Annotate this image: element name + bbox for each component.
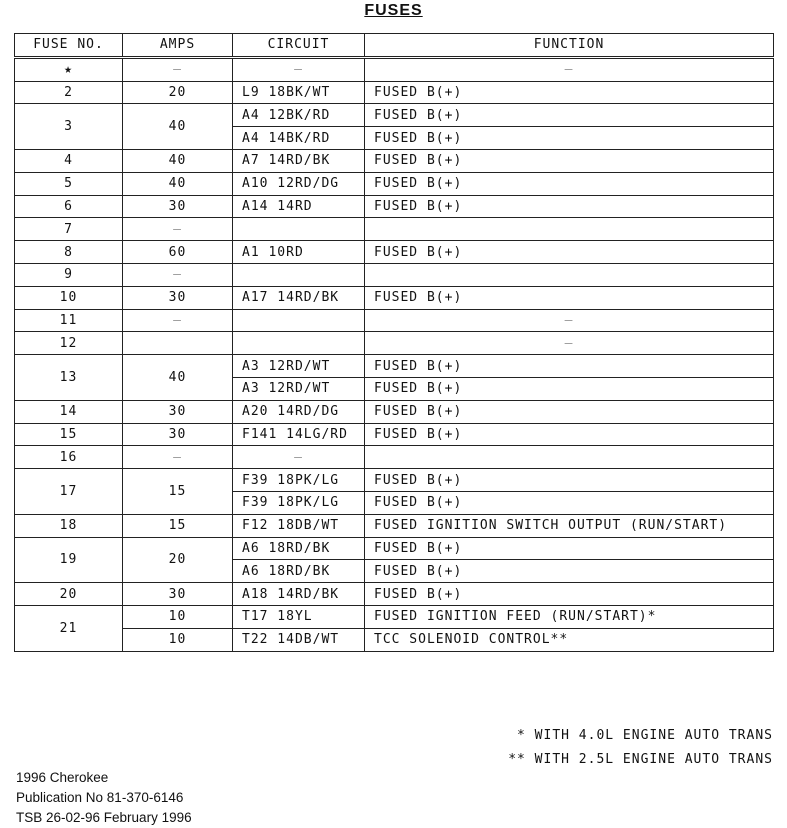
circuit-cell [233,263,365,286]
circuit-cell: L9 18BK/WT [233,81,365,104]
fuse-cell: 6 [15,195,123,218]
fuse-cell: 17 [15,469,123,515]
table-row [15,286,774,309]
table-row [15,241,774,264]
amps-cell: – [123,263,233,286]
fuse-cell: 12 [15,332,123,355]
footnotes [508,724,773,772]
circuit-cell: A3 12RD/WT [233,355,365,378]
circuit-cell: F39 18PK/LG [233,469,365,492]
circuit-cell: A10 12RD/DG [233,172,365,195]
circuit-cell: T22 14DB/WT [233,628,365,651]
circuit-cell: A7 14RD/BK [233,149,365,172]
fuse-cell: 14 [15,400,123,423]
circuit-cell: A18 14RD/BK [233,583,365,606]
fuse-cell: 18 [15,514,123,537]
function-cell: FUSED B(+) [365,469,774,492]
function-cell [365,218,774,241]
amps-cell: 40 [123,172,233,195]
circuit-cell: A1 10RD [233,241,365,264]
amps-cell: – [123,218,233,241]
publication-info [16,768,192,828]
fuse-cell: 8 [15,241,123,264]
function-cell: FUSED B(+) [365,560,774,583]
amps-cell: 30 [123,286,233,309]
amps-cell: 15 [123,514,233,537]
fuse-cell: 19 [15,537,123,583]
table-row [15,355,774,378]
function-cell: FUSED B(+) [365,491,774,514]
table-row [15,332,774,355]
table-row [15,400,774,423]
fuse-cell: 20 [15,583,123,606]
table-row [15,57,774,81]
fuse-cell: 13 [15,355,123,401]
circuit-cell: – [233,57,365,81]
fuse-cell: 4 [15,149,123,172]
fuse-cell: 11 [15,309,123,332]
table-row [15,104,774,127]
function-cell: FUSED B(+) [365,400,774,423]
function-cell: FUSED B(+) [365,127,774,150]
function-cell: FUSED B(+) [365,195,774,218]
circuit-cell: T17 18YL [233,605,365,628]
function-cell: FUSED B(+) [365,104,774,127]
table-row [15,605,774,628]
amps-cell: 15 [123,469,233,515]
function-cell: – [365,332,774,355]
header-circuit: CIRCUIT [233,34,365,58]
circuit-cell: A14 14RD [233,195,365,218]
table-row [15,195,774,218]
function-cell: FUSED IGNITION FEED (RUN/START)* [365,605,774,628]
function-cell: – [365,57,774,81]
fuse-cell: 21 [15,605,123,651]
amps-cell: 30 [123,400,233,423]
amps-cell: 20 [123,81,233,104]
function-cell: FUSED B(+) [365,81,774,104]
table-header-row [15,34,774,58]
fuse-cell: ★ [15,57,123,81]
amps-cell: – [123,57,233,81]
amps-cell: – [123,446,233,469]
header-fuse-no: FUSE NO. [15,34,123,58]
table-row [15,469,774,492]
fuse-cell: 10 [15,286,123,309]
circuit-cell [233,309,365,332]
fuse-cell: 7 [15,218,123,241]
function-cell: FUSED B(+) [365,537,774,560]
amps-cell: 60 [123,241,233,264]
table-row [15,628,774,651]
publication-tsb: TSB 26-02-96 February 1996 [16,810,192,825]
circuit-cell: A4 14BK/RD [233,127,365,150]
function-cell: FUSED B(+) [365,377,774,400]
circuit-cell: – [233,446,365,469]
fuse-cell: 2 [15,81,123,104]
amps-cell: – [123,309,233,332]
circuit-cell: A4 12BK/RD [233,104,365,127]
amps-cell [123,332,233,355]
circuit-cell [233,332,365,355]
amps-cell: 40 [123,355,233,401]
circuit-cell: A6 18RD/BK [233,537,365,560]
table-row [15,537,774,560]
circuit-cell: F39 18PK/LG [233,491,365,514]
header-function: FUNCTION [365,34,774,58]
amps-cell: 30 [123,195,233,218]
function-cell: FUSED B(+) [365,423,774,446]
table-row [15,309,774,332]
table-row [15,423,774,446]
function-cell: FUSED B(+) [365,241,774,264]
circuit-cell: A3 12RD/WT [233,377,365,400]
footnote-double-star: ** WITH 2.5L ENGINE AUTO TRANS [508,752,773,767]
circuit-cell: F141 14LG/RD [233,423,365,446]
table-row [15,583,774,606]
circuit-cell: A17 14RD/BK [233,286,365,309]
table-row [15,149,774,172]
publication-number: Publication No 81-370-6146 [16,790,184,805]
fuse-cell: 16 [15,446,123,469]
page-title: FUSES [364,2,423,19]
circuit-cell [233,218,365,241]
fuse-cell: 15 [15,423,123,446]
function-cell: TCC SOLENOID CONTROL** [365,628,774,651]
amps-cell: 10 [123,605,233,628]
function-cell: – [365,309,774,332]
fuse-cell: 3 [15,104,123,150]
function-cell: FUSED B(+) [365,149,774,172]
function-cell: FUSED IGNITION SWITCH OUTPUT (RUN/START) [365,514,774,537]
table-row [15,514,774,537]
amps-cell: 10 [123,628,233,651]
fuse-cell: 9 [15,263,123,286]
circuit-cell: F12 18DB/WT [233,514,365,537]
amps-cell: 30 [123,423,233,446]
function-cell [365,263,774,286]
table-row [15,81,774,104]
circuit-cell: A6 18RD/BK [233,560,365,583]
amps-cell: 30 [123,583,233,606]
fuse-cell: 5 [15,172,123,195]
fuse-table [14,33,774,652]
function-cell: FUSED B(+) [365,583,774,606]
table-row [15,172,774,195]
function-cell [365,446,774,469]
table-row [15,218,774,241]
table-row [15,446,774,469]
amps-cell: 40 [123,149,233,172]
amps-cell: 20 [123,537,233,583]
function-cell: FUSED B(+) [365,172,774,195]
function-cell: FUSED B(+) [365,355,774,378]
amps-cell: 40 [123,104,233,150]
header-amps: AMPS [123,34,233,58]
table-row [15,263,774,286]
circuit-cell: A20 14RD/DG [233,400,365,423]
function-cell: FUSED B(+) [365,286,774,309]
publication-model: 1996 Cherokee [16,770,109,785]
footnote-single-star: * WITH 4.0L ENGINE AUTO TRANS [517,728,773,743]
